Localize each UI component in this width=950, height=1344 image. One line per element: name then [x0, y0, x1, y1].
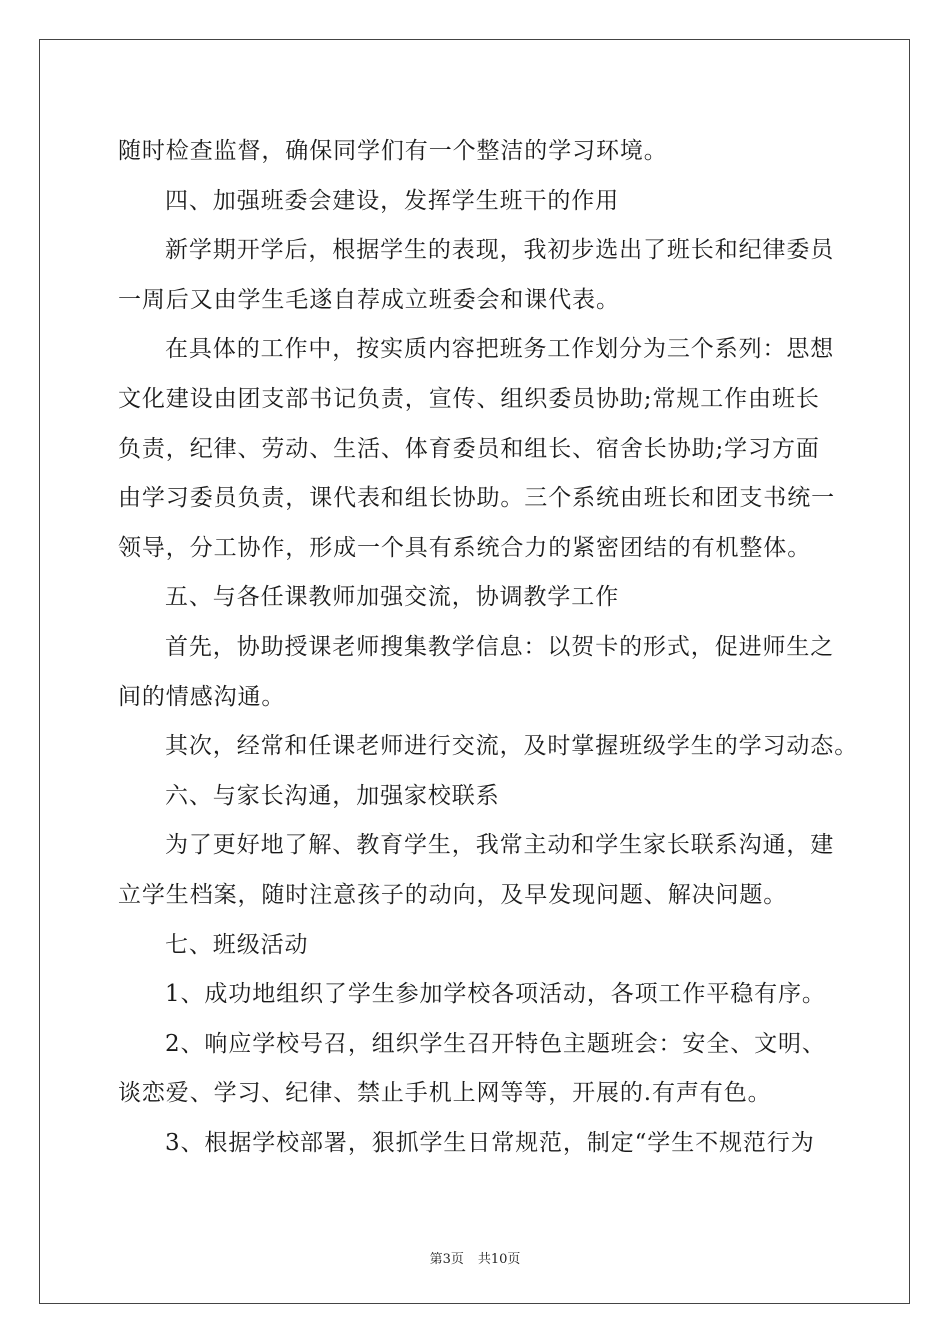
- paragraph-line: 立学生档案，随时注意孩子的动向，及早发现问题、解决问题。: [118, 881, 788, 908]
- paragraph-line: 随时检查监督，确保同学们有一个整洁的学习环境。: [118, 138, 668, 164]
- paragraph-line: 负责，纪律、劳动、生活、体育委员和组长、宿舍长协助;学习方面: [118, 435, 820, 462]
- paragraph-line: 新学期开学后，根据学生的表现，我初步选出了班长和纪律委员: [165, 237, 835, 264]
- paragraph-line: 领导，分工协作，形成一个具有系统合力的紧密团结的有机整体。: [118, 534, 812, 561]
- page-total: 共10页: [477, 1252, 521, 1267]
- section-heading: 四、加强班委会建设，发挥学生班干的作用: [165, 187, 620, 214]
- paragraph-line: 一周后又由学生毛遂自荐成立班委会和课代表。: [118, 286, 620, 313]
- section-heading: 五、与各任课教师加强交流，协调教学工作: [165, 584, 620, 611]
- list-item-continuation: 谈恋爱、学习、纪律、禁止手机上网等等，开展的.有声有色。: [118, 1080, 772, 1107]
- paragraph-line: 由学习委员负责，课代表和组长协助。三个系统由班长和团支书统一: [118, 485, 835, 512]
- paragraph-line: 间的情感沟通。: [118, 683, 286, 710]
- list-item: 2、响应学校号召，组织学生召开特色主题班会：安全、文明、: [165, 1030, 826, 1057]
- document-body: [118, 127, 859, 1168]
- section-heading: 六、与家长沟通，加强家校联系: [165, 782, 500, 809]
- page-footer: [0, 1248, 950, 1267]
- page-number: 第3页: [429, 1252, 464, 1267]
- paragraph-line: 其次，经常和任课老师进行交流，及时掌握班级学生的学习动态。: [165, 733, 859, 760]
- section-heading: 七、班级活动: [165, 931, 309, 958]
- paragraph-line: 首先，协助授课老师搜集教学信息：以贺卡的形式，促进师生之: [165, 633, 835, 660]
- list-item: 3、根据学校部署，狠抓学生日常规范，制定“学生不规范行为: [165, 1129, 815, 1156]
- paragraph-line: 在具体的工作中，按实质内容把班务工作划分为三个系列：思想: [165, 336, 835, 363]
- paragraph-line: 文化建设由团支部书记负责，宣传、组织委员协助;常规工作由班长: [118, 385, 820, 412]
- list-item: 1、成功地组织了学生参加学校各项活动，各项工作平稳有序。: [165, 981, 826, 1008]
- paragraph-line: 为了更好地了解、教育学生，我常主动和学生家长联系沟通，建: [165, 832, 835, 859]
